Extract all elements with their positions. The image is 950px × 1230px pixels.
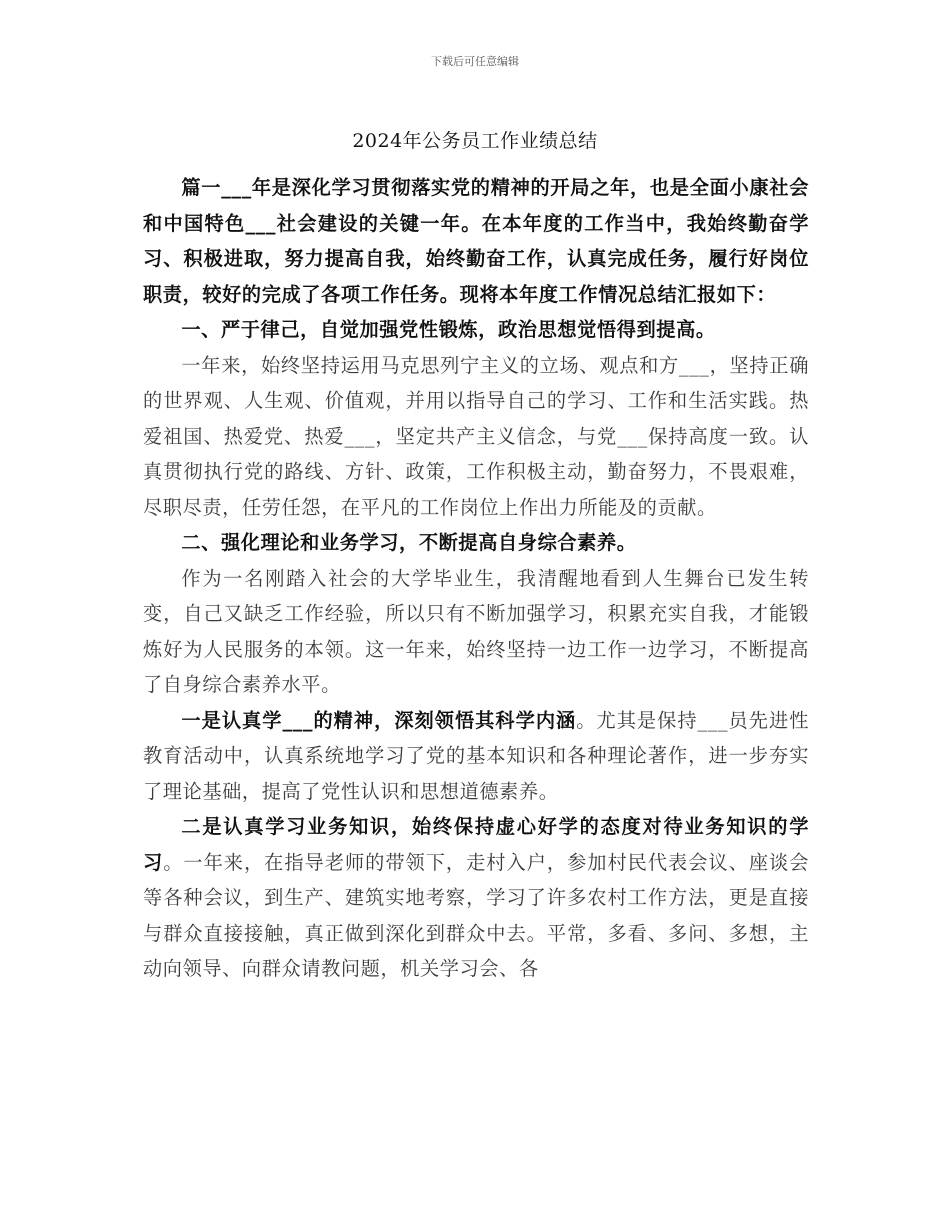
point-1-text: 。尤其是保持___员先进性教育活动中，认真系统地学习了党的基本知识和各种理论著作，进一步夯实了理论基础，提高了党性认识和思想道德素养。 [143, 708, 809, 803]
section-heading-2-text: 二、强化理论和业务学习，不断提高自身综合素养。 [181, 531, 637, 554]
document-body [143, 170, 809, 987]
section-1-paragraph [143, 348, 809, 526]
section-2-paragraph [143, 561, 809, 703]
section-2-text: 作为一名刚踏入社会的大学毕业生，我清醒地看到人生舞台已发生转变，自己又缺乏工作经验，所以只有不断加强学习，积累充实自我，才能锻炼好为人民服务的本领。这一年来，始终坚持一边工作一边学习，不断提高了自身综合素养水平。 [143, 566, 809, 696]
section-heading-2 [143, 525, 809, 561]
intro-paragraph [143, 170, 809, 312]
header-note: 下载后可任意编辑 [431, 55, 519, 68]
section-heading-1 [143, 312, 809, 348]
document-title: 2024年公务员工作业绩总结 [352, 130, 598, 152]
section-heading-1-text: 一、严于律己，自觉加强党性锻炼，政治思想觉悟得到提高。 [181, 318, 716, 341]
section-1-text: 一年来，始终坚持运用马克思列宁主义的立场、观点和方___，坚持正确的世界观、人生观、价值观，并用以指导自己的学习、工作和生活实践。热爱祖国、热爱党、热爱___，坚定共产主义信念，与党___保持高度一致。认真贯彻执行党的路线、方针、政策，工作积极主动，勤奋努力，不畏艰难，尽职尽责，任劳任怨，在平凡的工作岗位上作出力所能及的贡献。 [143, 353, 809, 519]
point-2-lead: 二是认真学习业务知识，始终保持虚心好学的态度对待业务知识的学习 [143, 815, 809, 874]
point-1-lead: 一是认真学___的精神，深刻领悟其科学内涵 [181, 708, 577, 732]
point-2-text: 。一年来，在指导老师的带领下，走村入户，参加村民代表会议、座谈会等各种会议，到生产、建筑实地考察，学习了许多农村工作方法，更是直接与群众直接接触，真正做到深化到群众中去。平常，多看、多问、多想，主动向领导、向群众请教问题，机关学习会、各 [143, 850, 809, 980]
point-2-paragraph [143, 809, 809, 987]
point-1-paragraph [143, 703, 809, 810]
intro-text: 篇一___年是深化学习贯彻落实党的精神的开局之年，也是全面小康社会和中国特色___社会建设的关键一年。在本年度的工作当中，我始终勤奋学习、积极进取，努力提高自我，始终勤奋工作，认真完成任务，履行好岗位职责，较好的完成了各项工作任务。现将本年度工作情况总结汇报如下： [143, 176, 809, 306]
